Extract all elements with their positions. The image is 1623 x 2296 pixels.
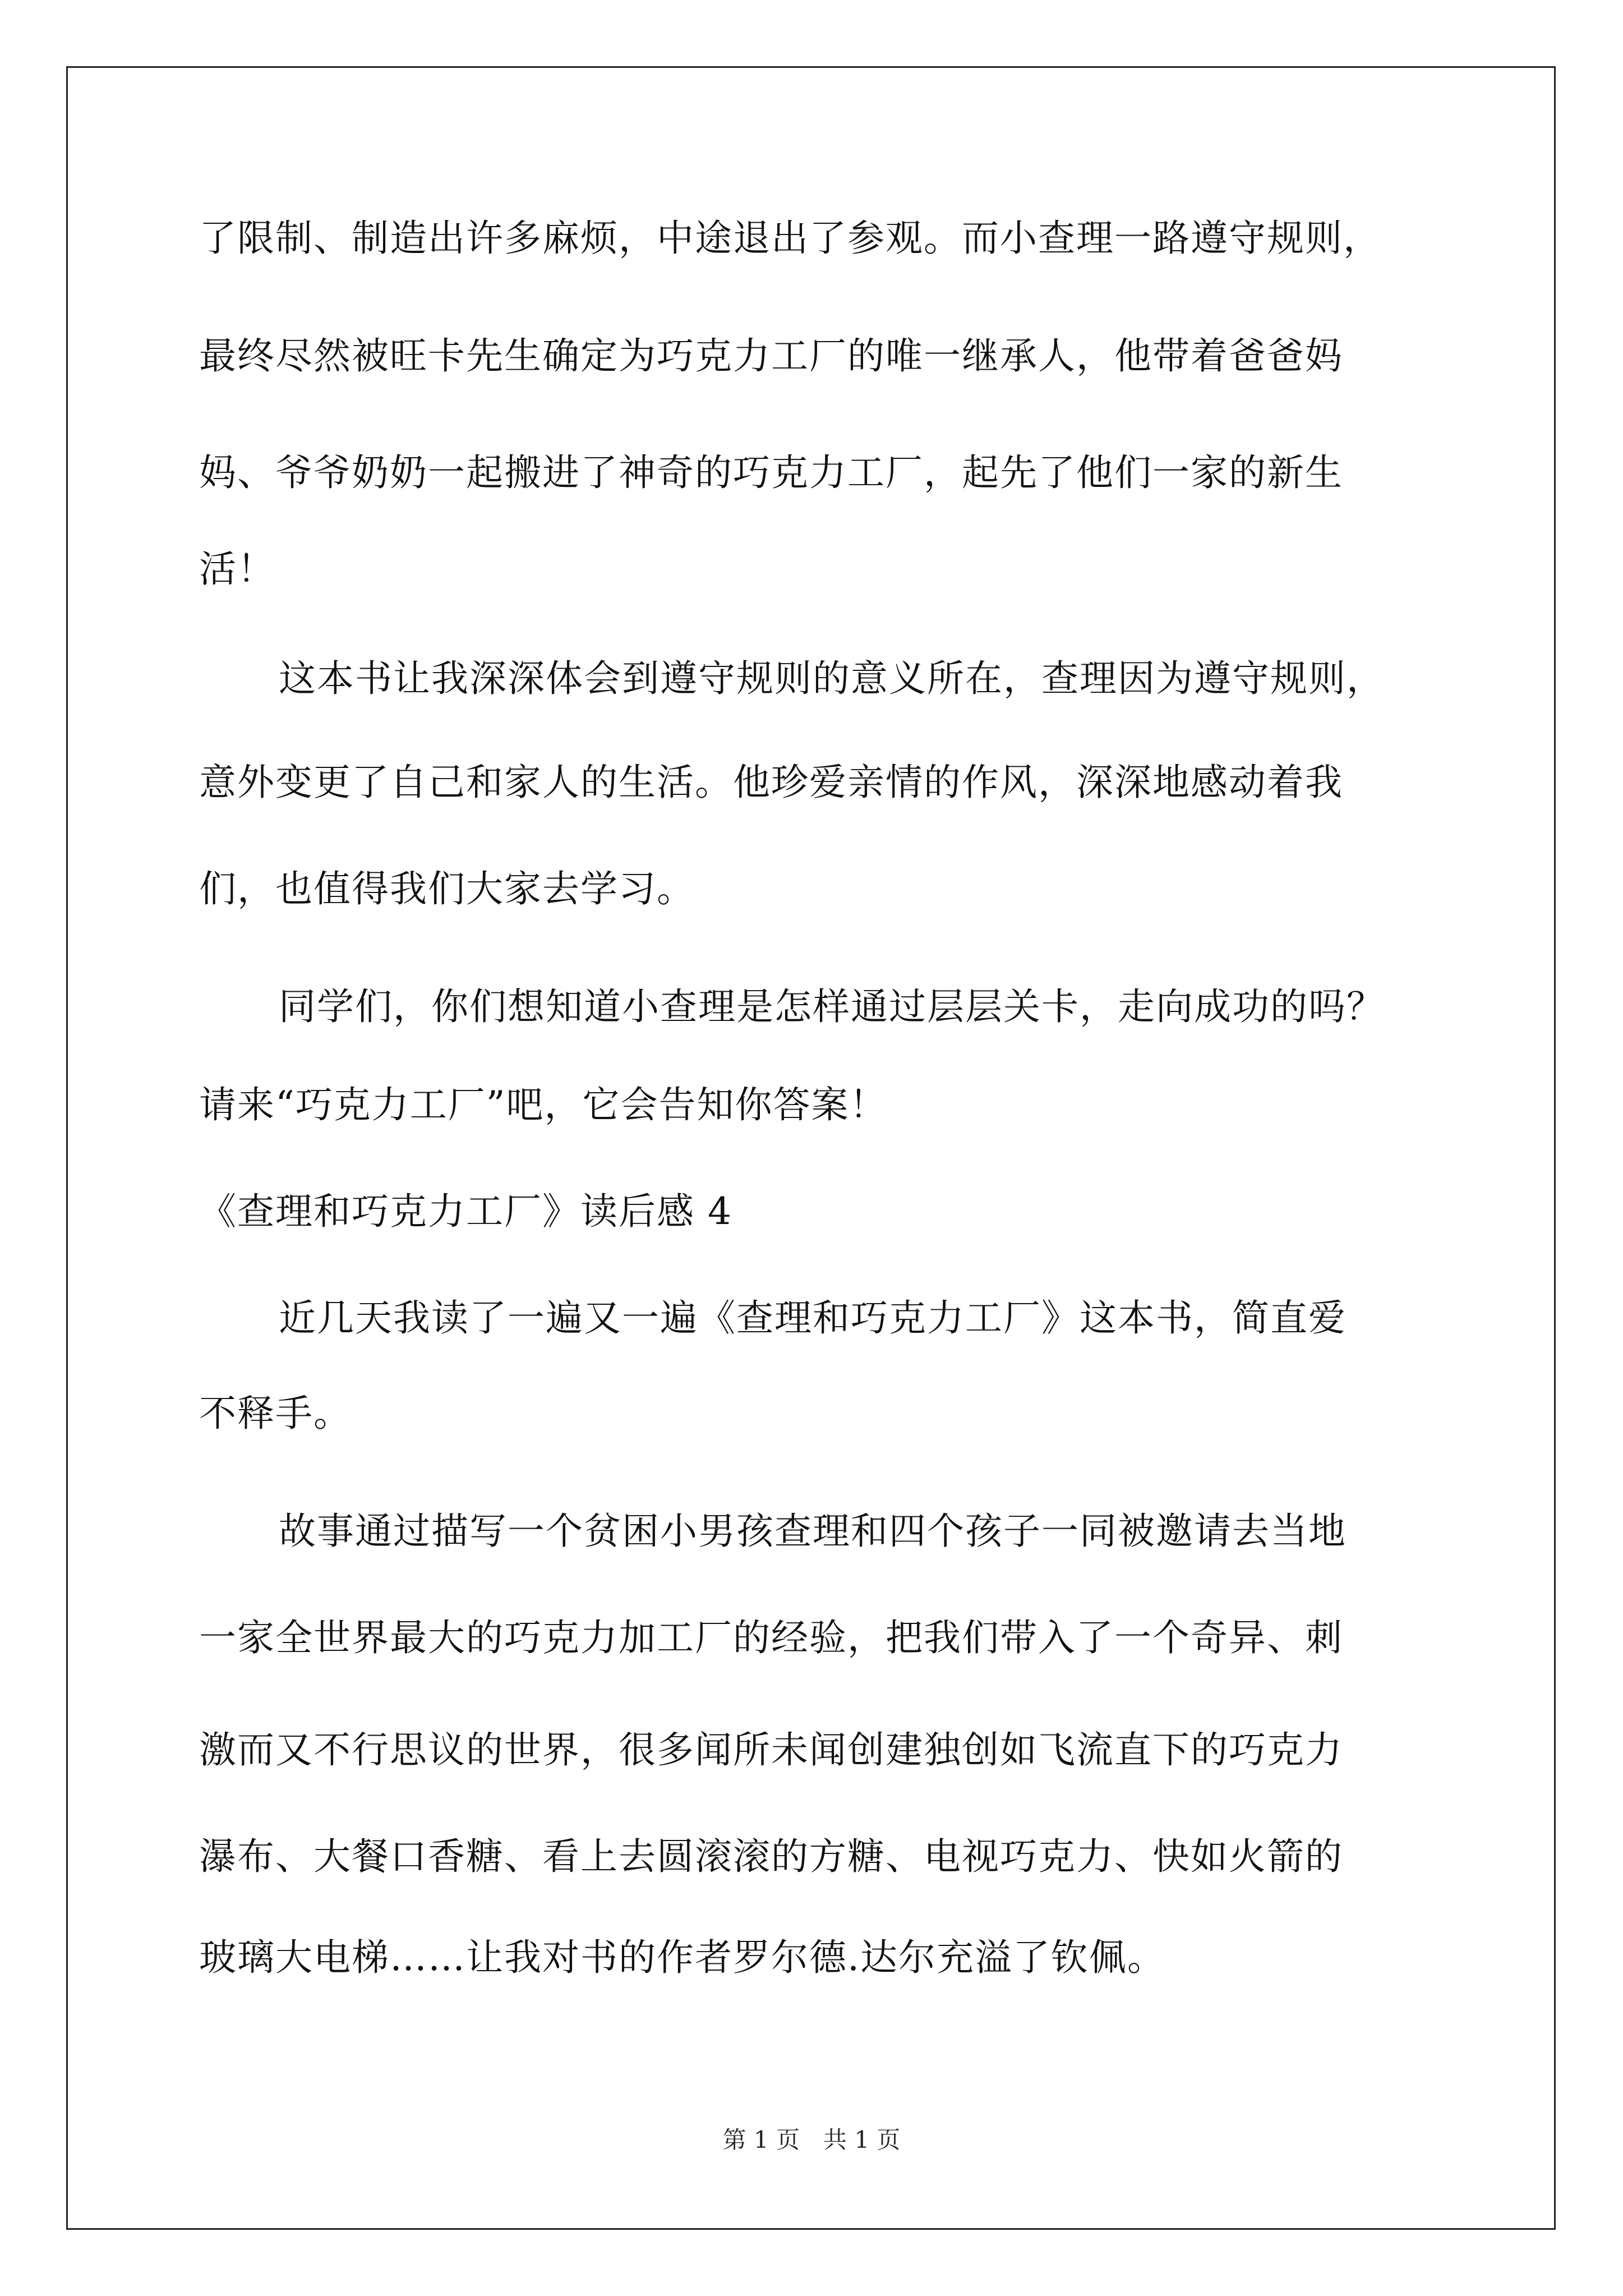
- text-line: 激而又不行思议的世界，很多闻所未闻创建独创如飞流直下的巧克力: [199, 1728, 1343, 1772]
- text-line: 请来“巧克力工厂”吧，它会告知你答案！: [199, 1083, 888, 1126]
- text-line: 了限制、制造出许多麻烦，中途退出了参观。而小查理一路遵守规则，: [199, 217, 1381, 260]
- text-line: 不释手。: [199, 1392, 352, 1435]
- page-border: [66, 66, 1556, 2230]
- text-line: 最终尽然被旺卡先生确定为巧克力工厂的唯一继承人，他带着爸爸妈: [199, 334, 1343, 378]
- text-line: 意外变更了自己和家人的生活。他珍爱亲情的作风，深深地感动着我: [199, 761, 1343, 804]
- text-line: 活！: [199, 547, 275, 591]
- section-heading: 《查理和巧克力工厂》读后感 4: [199, 1190, 732, 1233]
- paragraph-start: 近几天我读了一遍又一遍《查理和巧克力工厂》这本书，简直爱: [279, 1296, 1347, 1340]
- page-footer: 第 1 页 共 1 页: [722, 2126, 901, 2154]
- text-line: 瀑布、大餐口香糖、看上去圆滚滚的方糖、电视巧克力、快如火箭的: [199, 1835, 1343, 1878]
- text-line: 们，也值得我们大家去学习。: [199, 867, 695, 910]
- text-line: 妈、爷爷奶奶一起搬进了神奇的巧克力工厂，起先了他们一家的新生: [199, 451, 1343, 494]
- text-line: 一家全世界最大的巧克力加工厂的经验，把我们带入了一个奇异、刺: [199, 1616, 1343, 1659]
- paragraph-start: 这本书让我深深体会到遵守规则的意义所在，查理因为遵守规则，: [279, 657, 1385, 700]
- paragraph-start: 故事通过描写一个贫困小男孩查理和四个孩子一同被邀请去当地: [279, 1510, 1347, 1553]
- text-line: 玻璃大电梯……让我对书的作者罗尔德.达尔充溢了钦佩。: [199, 1936, 1165, 1979]
- paragraph-start: 同学们，你们想知道小查理是怎样通过层层关卡，走向成功的吗？: [279, 985, 1385, 1028]
